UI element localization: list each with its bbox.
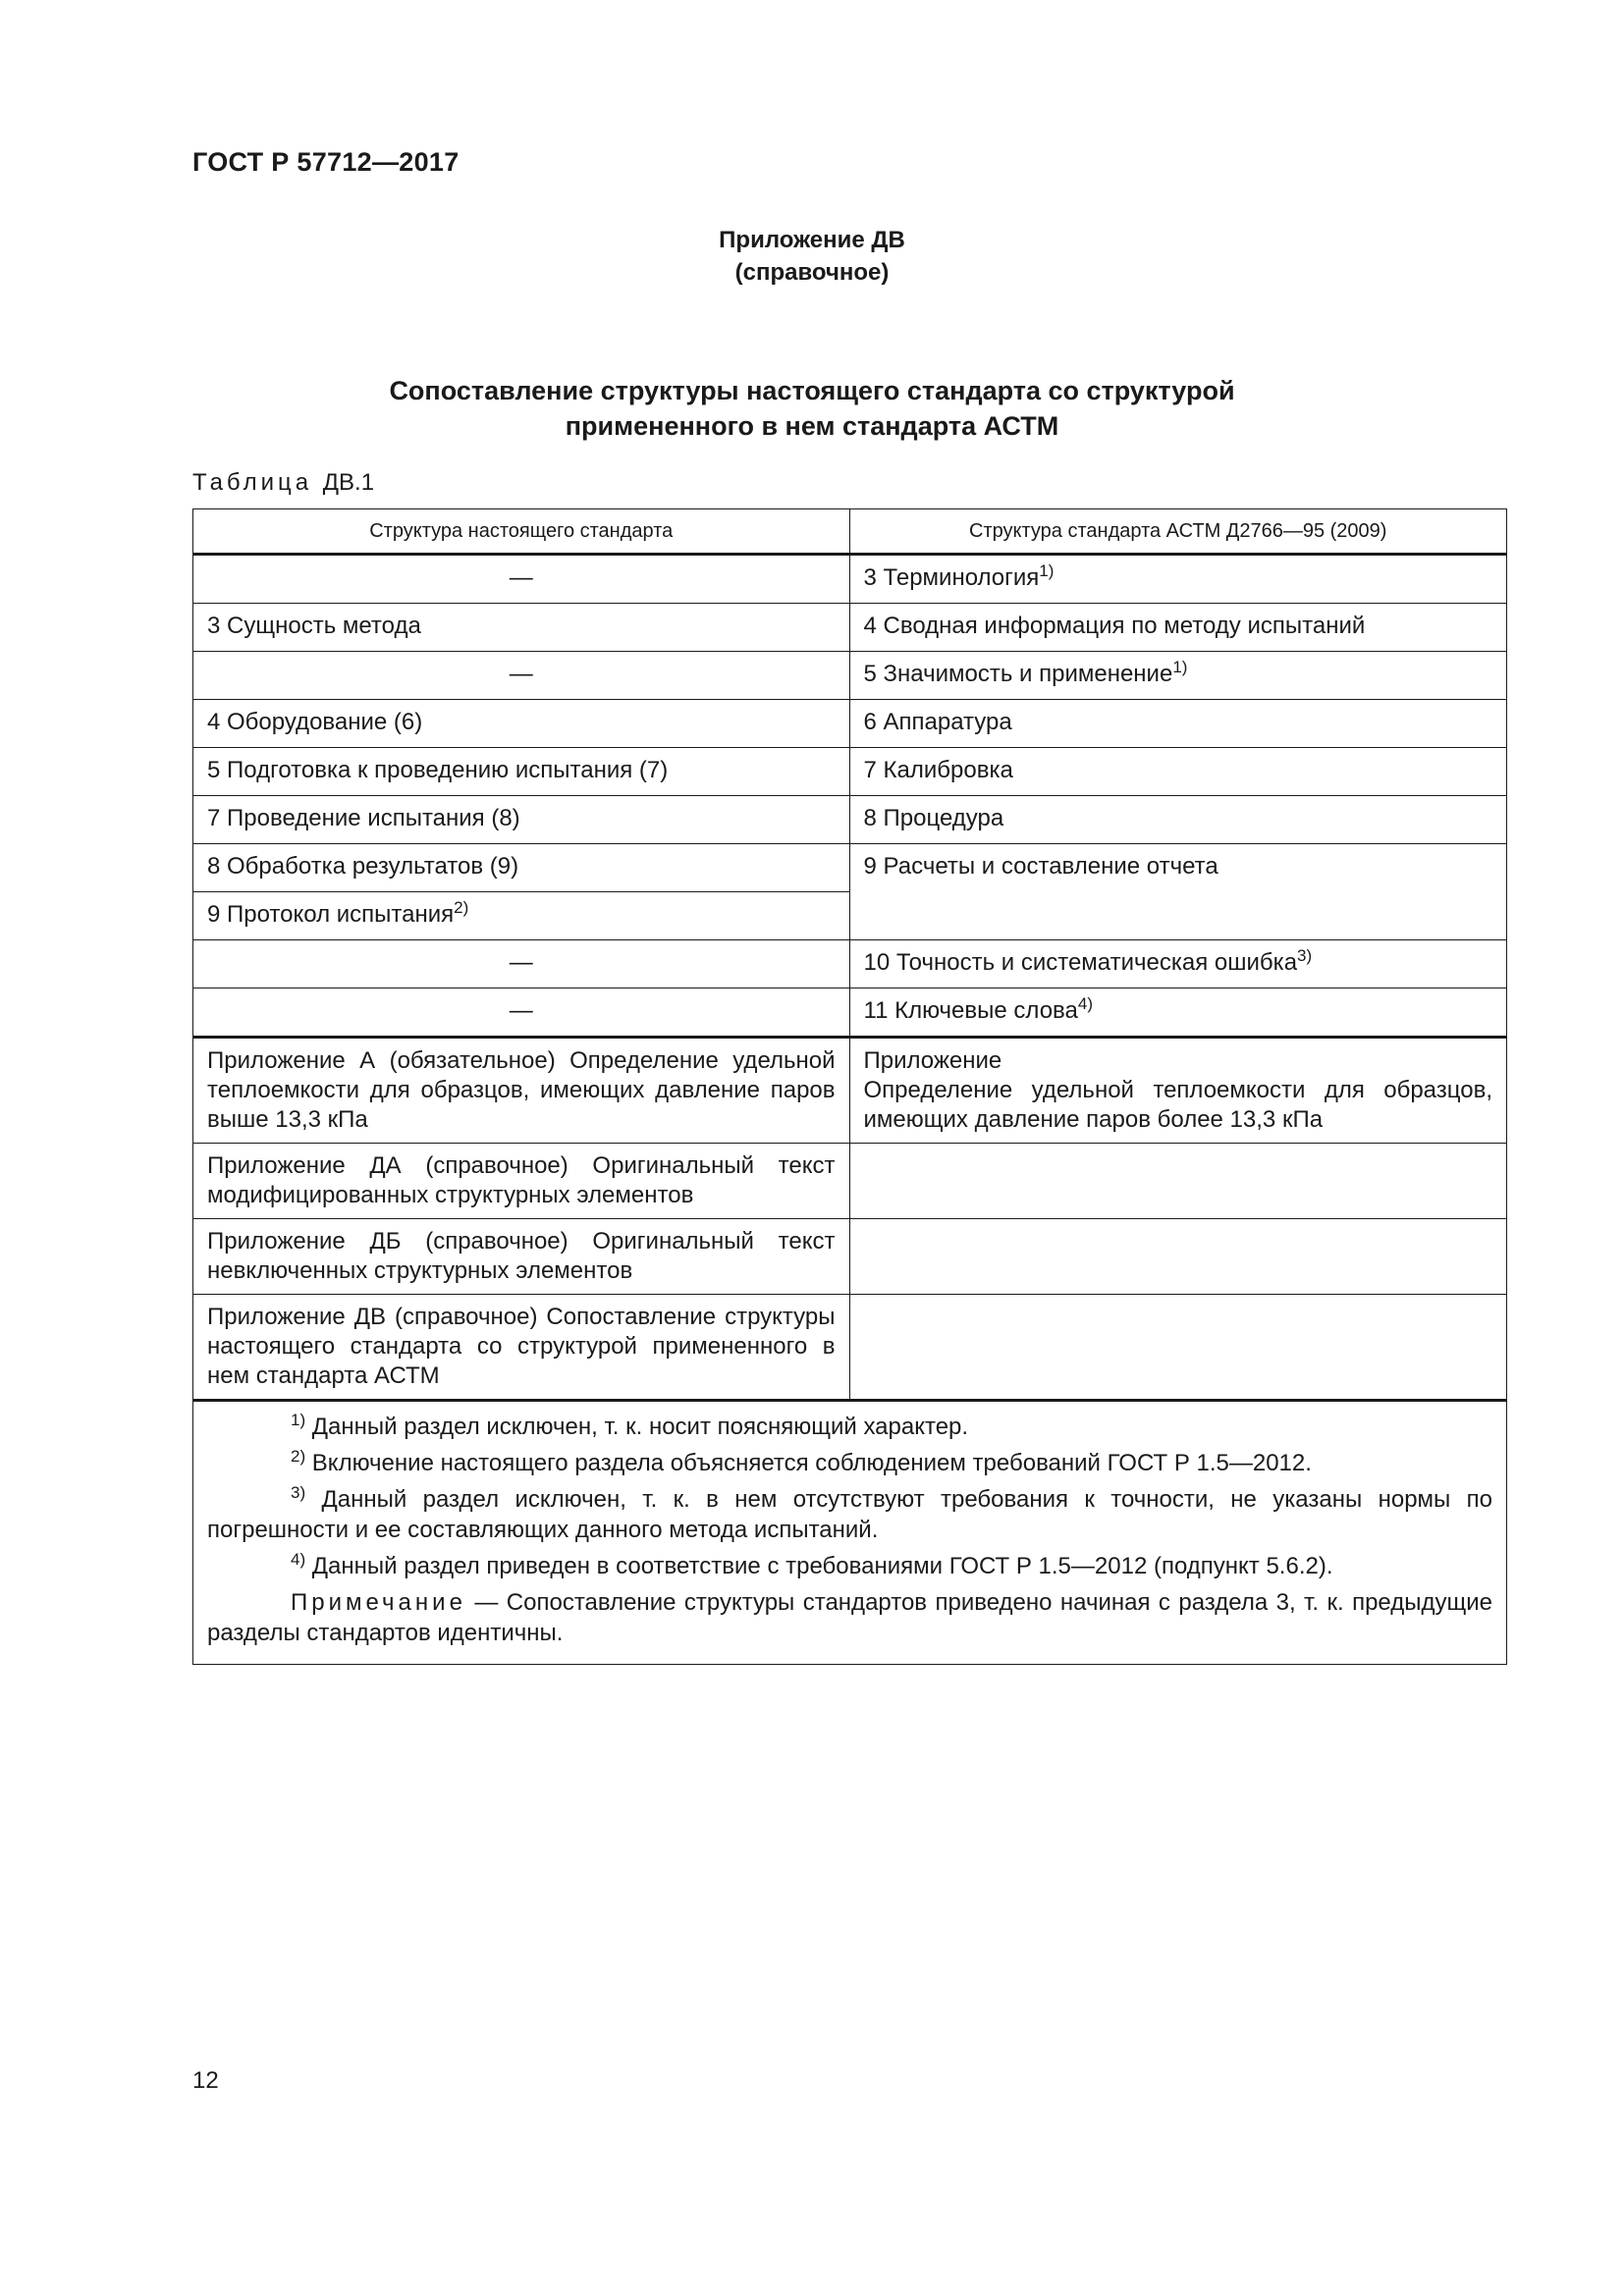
cell-left: 3 Сущность метода [193, 604, 850, 652]
table-row [193, 748, 1507, 796]
structure-comparison-table [192, 508, 1507, 1665]
table-row [193, 652, 1507, 700]
section-title-line-2: примененного в нем стандарта АСТМ [565, 411, 1059, 441]
cell-right-text: 3 Терминология [863, 564, 1040, 591]
cell-left: Приложение ДБ (справочное) Оригинальный текст невключенных структурных элементов [193, 1219, 850, 1295]
cell-left: — [193, 988, 850, 1038]
document-code: ГОСТ Р 57712—2017 [192, 147, 460, 177]
table-row [193, 1295, 1507, 1401]
table-row [193, 988, 1507, 1038]
cell-right-text: 10 Точность и систематическая ошибка [863, 949, 1298, 976]
page-number: 12 [192, 2067, 219, 2094]
cell-right-text: 5 Значимость и применение [863, 661, 1173, 687]
appendix-type: (справочное) [734, 259, 890, 286]
footnotes-row [193, 1401, 1507, 1665]
note-text: — Сопоставление структуры стандартов приведено начиная с раздела 3, т. к. предыдущие разделы стандартов идентичны. [207, 1589, 1492, 1646]
cell-left: — [193, 652, 850, 700]
footnote-3 [207, 1484, 1492, 1545]
table-row [193, 844, 1507, 892]
header-left: Структура настоящего стандарта [193, 509, 850, 555]
cell-left [193, 892, 850, 940]
table-row [193, 700, 1507, 748]
cell-right [849, 940, 1506, 988]
footnote-marker: 2) [291, 1447, 306, 1466]
footnote-marker: 1) [1172, 658, 1188, 676]
cell-right-line-2: Определение удельной теплоемкости для образцов, имеющих давление паров более 13,3 кПа [863, 1077, 1492, 1133]
cell-right-merged: 9 Расчеты и составление отчета [849, 844, 1506, 940]
footnote-marker: 4) [1077, 994, 1093, 1013]
cell-left: 4 Оборудование (6) [193, 700, 850, 748]
cell-right [849, 1219, 1506, 1295]
table-row [193, 940, 1507, 988]
table-row [193, 555, 1507, 604]
cell-right: 7 Калибровка [849, 748, 1506, 796]
table-row [193, 796, 1507, 844]
cell-right [849, 1038, 1506, 1144]
footnote-marker: 1) [1039, 561, 1055, 580]
table-row [193, 1144, 1507, 1219]
footnote-2 [207, 1448, 1492, 1478]
footnote-marker: 4) [291, 1550, 306, 1569]
appendix-heading [0, 224, 1624, 289]
cell-right [849, 1144, 1506, 1219]
footnote-4 [207, 1551, 1492, 1581]
cell-left: — [193, 555, 850, 604]
footnote-text: Данный раздел исключен, т. к. носит поясняющий характер. [311, 1414, 969, 1440]
section-title [0, 373, 1624, 444]
table-header-row [193, 509, 1507, 555]
table-caption-label: Таблица [192, 469, 313, 496]
table-caption-number: ДВ.1 [322, 469, 375, 496]
cell-left: Приложение А (обязательное) Определение удельной теплоемкости для образцов, имеющих давление паров выше 13,3 кПа [193, 1038, 850, 1144]
cell-left-text: 9 Протокол испытания [207, 901, 455, 928]
cell-left: 8 Обработка результатов (9) [193, 844, 850, 892]
footnote-marker: 3) [1297, 946, 1313, 965]
table-row [193, 1038, 1507, 1144]
cell-right [849, 652, 1506, 700]
footnotes-cell [193, 1401, 1507, 1665]
table-row [193, 604, 1507, 652]
footnote-marker: 1) [291, 1411, 306, 1429]
table-note [207, 1587, 1492, 1648]
cell-left: Приложение ДВ (справочное) Сопоставление структуры настоящего стандарта со структурой примененного в нем стандарта АСТМ [193, 1295, 850, 1401]
footnote-1 [207, 1412, 1492, 1442]
header-right: Структура стандарта АСТМ Д2766—95 (2009) [849, 509, 1506, 555]
cell-right-text: 11 Ключевые слова [863, 997, 1078, 1024]
cell-right [849, 988, 1506, 1038]
note-label: Примечание [291, 1589, 466, 1616]
cell-left: 7 Проведение испытания (8) [193, 796, 850, 844]
cell-right [849, 555, 1506, 604]
cell-right: 6 Аппаратура [849, 700, 1506, 748]
cell-right-line-1: Приложение [863, 1047, 1002, 1074]
appendix-title: Приложение ДВ [719, 227, 905, 253]
footnote-text: Данный раздел исключен, т. к. в нем отсутствуют требования к точности, не указаны нормы по погрешности и ее составляющих данного метода испытаний. [207, 1486, 1492, 1543]
table-caption [192, 469, 374, 497]
section-title-line-1: Сопоставление структуры настоящего стандарта со структурой [389, 376, 1235, 405]
cell-left: Приложение ДА (справочное) Оригинальный текст модифицированных структурных элементов [193, 1144, 850, 1219]
footnote-marker: 3) [291, 1483, 306, 1502]
table-row [193, 1219, 1507, 1295]
footnote-text: Данный раздел приведен в соответствие с требованиями ГОСТ Р 1.5—2012 (подпункт 5.6.2). [311, 1553, 1333, 1579]
footnote-text: Включение настоящего раздела объясняется соблюдением требований ГОСТ Р 1.5—2012. [311, 1450, 1312, 1476]
cell-right: 8 Процедура [849, 796, 1506, 844]
cell-left: — [193, 940, 850, 988]
cell-right [849, 1295, 1506, 1401]
cell-right: 4 Сводная информация по методу испытаний [849, 604, 1506, 652]
footnote-marker: 2) [454, 898, 469, 917]
cell-left: 5 Подготовка к проведению испытания (7) [193, 748, 850, 796]
